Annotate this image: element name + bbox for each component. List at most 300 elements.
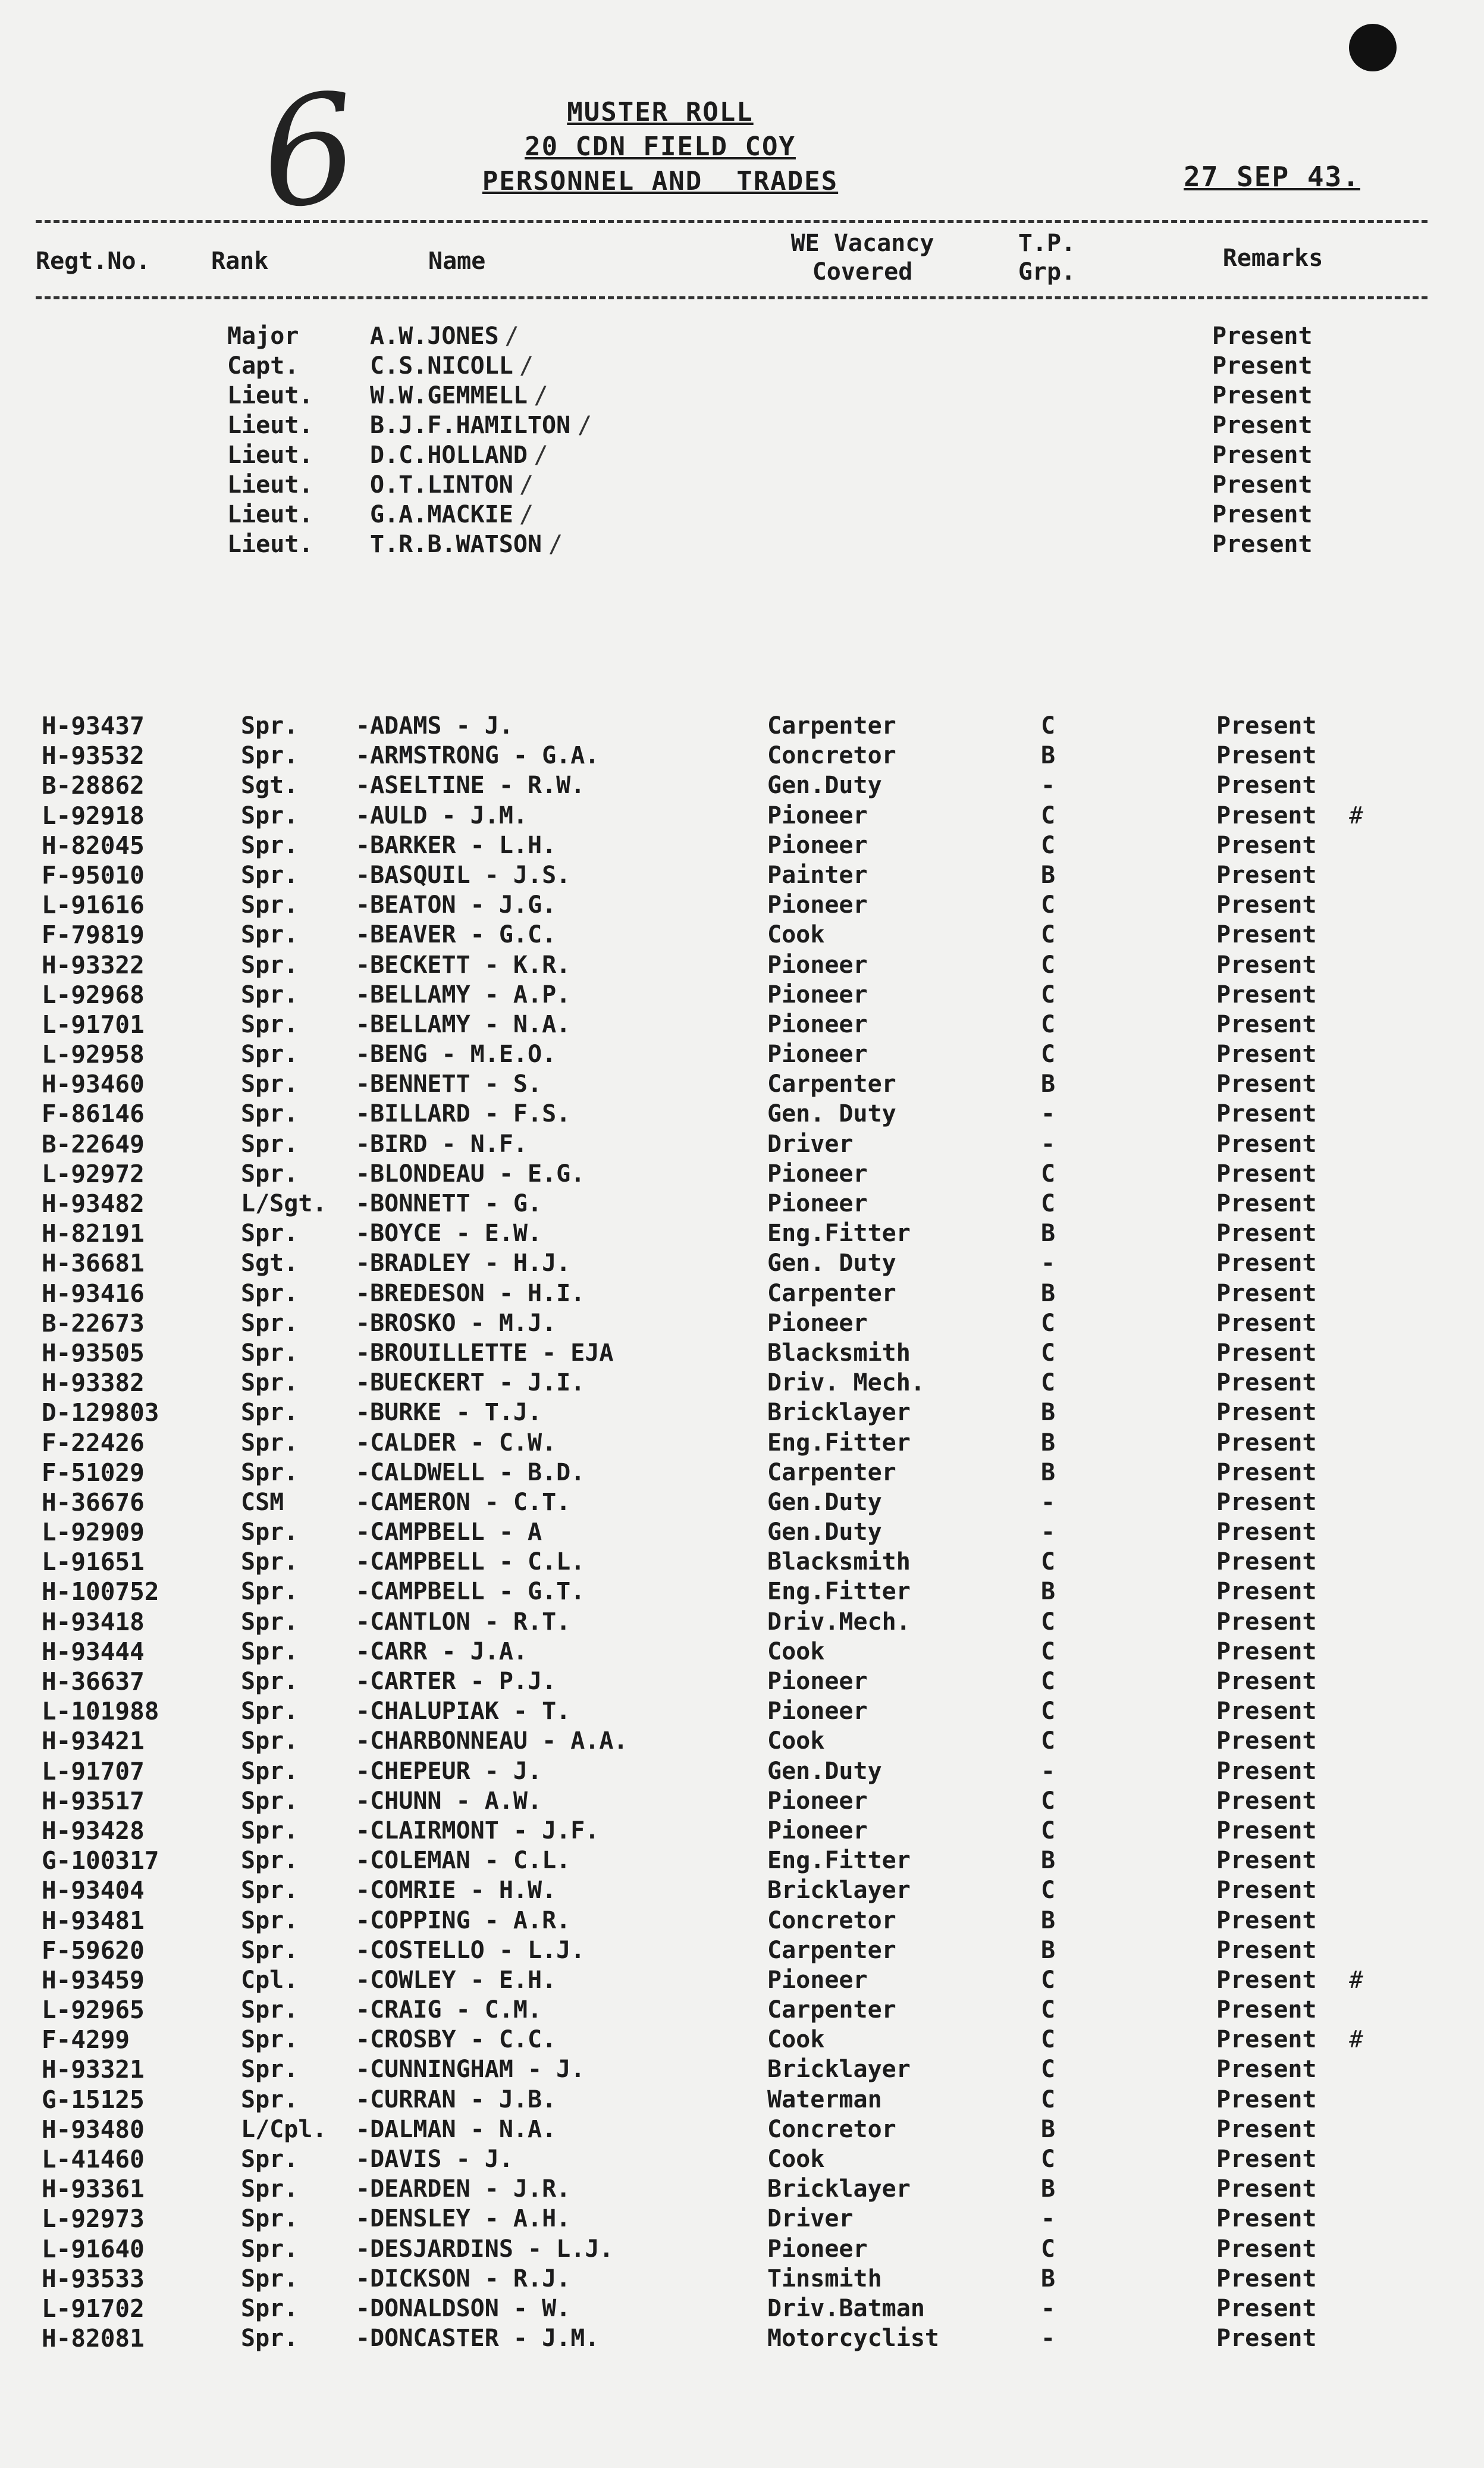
name-cell: -BENG - M.E.O. (356, 1041, 557, 1069)
remarks-cell: Present (1216, 1787, 1317, 1815)
personnel-row (0, 1069, 1484, 1099)
name-cell: -COSTELLO - L.J. (356, 1936, 585, 1964)
regt-no-cell: L-92965 (42, 1996, 145, 2025)
officer-name: T.R.B.WATSON (370, 531, 542, 558)
name-cell: -ADAMS - J. (356, 712, 513, 740)
rank-cell: Spr. (241, 2294, 299, 2322)
personnel-row (0, 1487, 1484, 1517)
name-cell: -BASQUIL - J.S. (356, 861, 571, 889)
remarks-mark: # (1349, 2026, 1364, 2054)
remarks-cell: Present (1216, 1458, 1317, 1486)
remarks-cell: Present (1216, 1966, 1317, 1994)
tp-grp-cell: - (1040, 2294, 1056, 2322)
we-vacancy-cell: Pioneer (767, 831, 868, 859)
rank-cell: Spr. (241, 1160, 299, 1188)
tp-grp-cell: C (1040, 1369, 1056, 1397)
name-cell: -BROSKO - M.J. (356, 1309, 557, 1337)
regt-no-cell: L-91651 (42, 1548, 145, 1577)
personnel-row (0, 711, 1484, 741)
officer-check-mark: / (548, 531, 563, 558)
regt-no-cell: H-93533 (42, 2264, 145, 2293)
personnel-row (0, 920, 1484, 950)
remarks-cell: Present (1216, 2115, 1317, 2143)
we-vacancy-cell: Carpenter (767, 1996, 896, 2024)
officer-row (0, 500, 1484, 530)
regt-no-cell: L-101988 (42, 1697, 159, 1726)
tp-grp-cell: C (1040, 801, 1056, 829)
document-subtitle: PERSONNEL AND TRADES (482, 166, 839, 196)
officer-row (0, 470, 1484, 500)
remarks-cell: Present (1216, 1727, 1317, 1755)
personnel-row (0, 801, 1484, 831)
tp-grp-cell: B (1040, 1399, 1056, 1427)
we-vacancy-cell: Pioneer (767, 1309, 868, 1337)
tp-grp-cell: C (1040, 981, 1056, 1009)
regt-no-cell: F-22426 (42, 1428, 145, 1457)
tp-grp-cell: - (1040, 2325, 1056, 2353)
tp-grp-cell: C (1040, 2235, 1056, 2263)
personnel-row (0, 1846, 1484, 1875)
personnel-row (0, 1039, 1484, 1069)
we-vacancy-cell: Gen. Duty (767, 1249, 896, 1277)
rank-cell: Spr. (241, 1518, 299, 1546)
tp-grp-cell: C (1040, 1697, 1056, 1725)
name-cell: -CAMERON - C.T. (356, 1488, 571, 1516)
regt-no-cell: H-93517 (42, 1786, 145, 1815)
tp-grp-cell: C (1040, 1339, 1056, 1367)
rank-cell: Sgt. (241, 772, 299, 800)
regt-no-cell: H-93532 (42, 741, 145, 771)
officer-remarks: Present (1212, 501, 1313, 528)
tp-grp-cell: B (1040, 1220, 1056, 1248)
tp-grp-cell: C (1040, 1727, 1056, 1755)
tp-grp-cell: - (1040, 2205, 1056, 2233)
remarks-cell: Present (1216, 801, 1317, 829)
unit-name: 20 CDN FIELD COY (525, 131, 796, 162)
name-cell: -BECKETT - K.R. (356, 951, 571, 979)
personnel-row (0, 2115, 1484, 2144)
personnel-row (0, 1667, 1484, 1696)
we-vacancy-cell: Eng.Fitter (767, 1220, 911, 1248)
remarks-cell: Present (1216, 1668, 1317, 1695)
regt-no-cell: F-79819 (42, 920, 145, 950)
personnel-row (0, 1875, 1484, 1905)
officer-remarks: Present (1212, 382, 1313, 409)
personnel-row (0, 2085, 1484, 2115)
remarks-cell: Present (1216, 1041, 1317, 1069)
tp-grp-cell: - (1040, 1100, 1056, 1128)
regt-no-cell: F-59620 (42, 1935, 145, 1965)
name-cell: -CURRAN - J.B. (356, 2085, 557, 2113)
dashed-rule-top (36, 220, 1427, 223)
officer-check-mark: / (578, 412, 592, 439)
tp-grp-cell: B (1040, 1936, 1056, 1964)
rank-cell: Spr. (241, 1070, 299, 1098)
rank-cell: Spr. (241, 951, 299, 979)
name-cell: -CRAIG - C.M. (356, 1996, 542, 2024)
personnel-row (0, 860, 1484, 890)
we-vacancy-cell: Carpenter (767, 712, 896, 740)
rank-cell: Spr. (241, 1279, 299, 1307)
remarks-cell: Present (1216, 2294, 1317, 2322)
rank-cell: Spr. (241, 742, 299, 770)
tp-grp-cell: B (1040, 1429, 1056, 1457)
we-vacancy-cell: Gen.Duty (767, 772, 882, 800)
officer-rank: Lieut. (227, 382, 313, 409)
we-vacancy-cell: Bricklayer (767, 1877, 911, 1905)
we-vacancy-cell: Pioneer (767, 1668, 868, 1695)
remarks-mark: # (1349, 1966, 1364, 1994)
remarks-cell: Present (1216, 1010, 1317, 1038)
rank-cell: Spr. (241, 2175, 299, 2203)
tp-grp-cell: C (1040, 1877, 1056, 1905)
remarks-cell: Present (1216, 2146, 1317, 2173)
regt-no-cell: L-41460 (42, 2145, 145, 2173)
regt-no-cell: B-22673 (42, 1308, 145, 1338)
we-vacancy-cell: Cook (767, 2146, 825, 2173)
personnel-row (0, 1995, 1484, 2025)
name-cell: -BARKER - L.H. (356, 831, 557, 859)
regt-no-cell: H-93460 (42, 1070, 145, 1099)
tp-grp-cell: C (1040, 921, 1056, 949)
rank-cell: Spr. (241, 1100, 299, 1128)
we-vacancy-cell: Cook (767, 921, 825, 949)
remarks-cell: Present (1216, 1936, 1317, 1964)
tp-grp-cell: C (1040, 1548, 1056, 1576)
rank-cell: Sgt. (241, 1249, 299, 1277)
regt-no-cell: L-91640 (42, 2234, 145, 2263)
personnel-row (0, 1935, 1484, 1965)
tp-grp-cell: B (1040, 861, 1056, 889)
we-vacancy-cell: Eng.Fitter (767, 1578, 911, 1606)
officer-remarks: Present (1212, 322, 1313, 350)
rank-cell: Spr. (241, 831, 299, 859)
rank-cell: Spr. (241, 1578, 299, 1606)
header-remarks: Remarks (1222, 245, 1323, 272)
tp-grp-cell: C (1040, 1637, 1056, 1665)
we-vacancy-cell: Carpenter (767, 1279, 896, 1307)
personnel-row (0, 1816, 1484, 1846)
handwritten-page-number: 6 (253, 60, 365, 243)
regt-no-cell: H-100752 (42, 1577, 159, 1606)
we-vacancy-cell: Gen. Duty (767, 1100, 896, 1128)
remarks-cell: Present (1216, 1518, 1317, 1546)
we-vacancy-cell: Pioneer (767, 891, 868, 919)
tp-grp-cell: C (1040, 1010, 1056, 1038)
we-vacancy-cell: Driver (767, 1130, 854, 1158)
name-cell: -CUNNINGHAM - J. (356, 2056, 585, 2084)
rank-cell: Spr. (241, 1399, 299, 1427)
personnel-row (0, 2144, 1484, 2174)
name-cell: -CROSBY - C.C. (356, 2026, 557, 2054)
regt-no-cell: H-93481 (42, 1906, 145, 1935)
tp-grp-cell: B (1040, 2115, 1056, 2143)
remarks-cell: Present (1216, 1249, 1317, 1277)
regt-no-cell: H-93321 (42, 2055, 145, 2084)
rank-cell: Spr. (241, 2265, 299, 2292)
personnel-row (0, 1786, 1484, 1816)
regt-no-cell: B-22649 (42, 1129, 145, 1158)
name-cell: -BLONDEAU - E.G. (356, 1160, 585, 1188)
officer-name: C.S.NICOLL (370, 352, 513, 380)
rank-cell: Spr. (241, 1906, 299, 1934)
regt-no-cell: H-93416 (42, 1279, 145, 1308)
personnel-row (0, 2054, 1484, 2084)
rank-cell: Spr. (241, 2026, 299, 2054)
personnel-row (0, 1219, 1484, 1248)
officer-row (0, 440, 1484, 470)
remarks-cell: Present (1216, 2205, 1317, 2233)
we-vacancy-cell: Pioneer (767, 951, 868, 979)
remarks-cell: Present (1216, 772, 1317, 800)
name-cell: -ASELTINE - R.W. (356, 772, 585, 800)
officer-check-mark: / (504, 322, 519, 350)
officer-remarks: Present (1212, 471, 1313, 499)
tp-grp-cell: C (1040, 1608, 1056, 1636)
officer-name: G.A.MACKIE (370, 501, 513, 528)
name-cell: -CLAIRMONT - J.F. (356, 1816, 600, 1844)
officer-name: D.C.HOLLAND (370, 441, 528, 469)
we-vacancy-cell: Tinsmith (767, 2265, 882, 2292)
we-vacancy-cell: Gen.Duty (767, 1518, 882, 1546)
rank-cell: Spr. (241, 801, 299, 829)
name-cell: -BILLARD - F.S. (356, 1100, 571, 1128)
name-cell: -BEAVER - G.C. (356, 921, 557, 949)
officer-remarks: Present (1212, 412, 1313, 439)
regt-no-cell: H-82191 (42, 1219, 145, 1248)
officer-rank: Major (227, 322, 299, 350)
remarks-cell: Present (1216, 831, 1317, 859)
we-vacancy-cell: Blacksmith (767, 1548, 911, 1576)
personnel-list (0, 711, 1484, 2353)
personnel-row (0, 741, 1484, 771)
remarks-cell: Present (1216, 861, 1317, 889)
remarks-cell: Present (1216, 2056, 1317, 2084)
personnel-row (0, 1308, 1484, 1338)
tp-grp-cell: - (1040, 1130, 1056, 1158)
remarks-cell: Present (1216, 1996, 1317, 2024)
name-cell: -BUECKERT - J.I. (356, 1369, 585, 1397)
remarks-cell: Present (1216, 712, 1317, 740)
remarks-cell: Present (1216, 2235, 1317, 2263)
remarks-cell: Present (1216, 1757, 1317, 1785)
personnel-row (0, 1517, 1484, 1547)
personnel-row (0, 1398, 1484, 1427)
regt-no-cell: H-93361 (42, 2175, 145, 2204)
regt-no-cell: L-92909 (42, 1518, 145, 1547)
personnel-row (0, 831, 1484, 860)
regt-no-cell: H-36637 (42, 1667, 145, 1696)
regt-no-cell: H-36676 (42, 1487, 145, 1517)
header-regt-no: Regt.No. (36, 248, 150, 275)
we-vacancy-cell: Driv.Mech. (767, 1608, 911, 1636)
remarks-cell: Present (1216, 1608, 1317, 1636)
personnel-row (0, 890, 1484, 920)
regt-no-cell: D-129803 (42, 1398, 159, 1427)
tp-grp-cell: C (1040, 1787, 1056, 1815)
rank-cell: Spr. (241, 2085, 299, 2113)
officer-row (0, 530, 1484, 559)
personnel-row (0, 980, 1484, 1010)
name-cell: -BONNETT - G. (356, 1190, 542, 1217)
tp-grp-cell: C (1040, 951, 1056, 979)
personnel-row (0, 1607, 1484, 1637)
rank-cell: Spr. (241, 981, 299, 1009)
personnel-row (0, 1696, 1484, 1726)
personnel-row (0, 1756, 1484, 1786)
rank-cell: L/Sgt. (241, 1190, 327, 1217)
remarks-cell: Present (1216, 1429, 1317, 1457)
we-vacancy-cell: Concretor (767, 742, 896, 770)
we-vacancy-cell: Cook (767, 2026, 825, 2054)
title-block (416, 95, 904, 199)
officer-rank: Capt. (227, 352, 299, 380)
officer-rank: Lieut. (227, 441, 313, 469)
we-vacancy-cell: Pioneer (767, 1966, 868, 1994)
rank-cell: Spr. (241, 891, 299, 919)
we-vacancy-cell: Carpenter (767, 1458, 896, 1486)
regt-no-cell: B-28862 (42, 771, 145, 800)
name-cell: -DICKSON - R.J. (356, 2265, 571, 2292)
rank-cell: Spr. (241, 1697, 299, 1725)
we-vacancy-cell: Driver (767, 2205, 854, 2233)
regt-no-cell: F-51029 (42, 1458, 145, 1487)
we-vacancy-cell: Pioneer (767, 981, 868, 1009)
tp-grp-cell: B (1040, 1279, 1056, 1307)
regt-no-cell: H-93404 (42, 1876, 145, 1905)
tp-grp-cell: C (1040, 891, 1056, 919)
regt-no-cell: H-93428 (42, 1816, 145, 1845)
personnel-row (0, 2264, 1484, 2294)
remarks-cell: Present (1216, 1578, 1317, 1606)
personnel-row (0, 2234, 1484, 2264)
officer-row (0, 321, 1484, 351)
dashed-rule-bottom (36, 296, 1427, 299)
rank-cell: Spr. (241, 861, 299, 889)
remarks-cell: Present (1216, 1130, 1317, 1158)
we-vacancy-cell: Pioneer (767, 1160, 868, 1188)
personnel-row (0, 1010, 1484, 1039)
name-cell: -CAMPBELL - C.L. (356, 1548, 585, 1576)
remarks-cell: Present (1216, 2026, 1317, 2054)
rank-cell: Spr. (241, 1996, 299, 2024)
tp-grp-cell: B (1040, 742, 1056, 770)
name-cell: -DALMAN - N.A. (356, 2115, 557, 2143)
rank-cell: Spr. (241, 1637, 299, 1665)
personnel-row (0, 1458, 1484, 1487)
document-title: MUSTER ROLL (567, 97, 754, 127)
document-date: 27 SEP 43. (1184, 161, 1360, 193)
remarks-cell: Present (1216, 1100, 1317, 1128)
rank-cell: Spr. (241, 2235, 299, 2263)
regt-no-cell: H-36681 (42, 1249, 145, 1278)
officer-remarks: Present (1212, 531, 1313, 558)
rank-cell: Spr. (241, 1220, 299, 1248)
regt-no-cell: F-86146 (42, 1100, 145, 1129)
personnel-row (0, 2174, 1484, 2204)
tp-grp-cell: B (1040, 1578, 1056, 1606)
personnel-row (0, 1965, 1484, 1995)
regt-no-cell: L-91616 (42, 891, 145, 920)
rank-cell: Spr. (241, 2205, 299, 2233)
name-cell: -ARMSTRONG - G.A. (356, 742, 600, 770)
rank-cell: Spr. (241, 2325, 299, 2353)
rank-cell: Spr. (241, 1727, 299, 1755)
name-cell: -BENNETT - S. (356, 1070, 542, 1098)
name-cell: -DEARDEN - J.R. (356, 2175, 571, 2203)
rank-cell: Spr. (241, 1847, 299, 1875)
name-cell: -CHUNN - A.W. (356, 1787, 542, 1815)
tp-grp-cell: - (1040, 772, 1056, 800)
rank-cell: Spr. (241, 1041, 299, 1069)
we-vacancy-cell: Blacksmith (767, 1339, 911, 1367)
tp-grp-cell: C (1040, 831, 1056, 859)
name-cell: -DESJARDINS - L.J. (356, 2235, 614, 2263)
personnel-row (0, 1577, 1484, 1606)
personnel-row (0, 2204, 1484, 2234)
name-cell: -BROUILLETTE - EJA (356, 1339, 614, 1367)
remarks-cell: Present (1216, 951, 1317, 979)
rank-cell: Spr. (241, 1787, 299, 1815)
tp-grp-cell: C (1040, 1309, 1056, 1337)
name-cell: -CALDWELL - B.D. (356, 1458, 585, 1486)
officer-check-mark: / (534, 441, 548, 469)
tp-grp-cell: C (1040, 1041, 1056, 1069)
officer-check-mark: / (519, 501, 534, 528)
rank-cell: Spr. (241, 1816, 299, 1844)
officer-name: O.T.LINTON (370, 471, 513, 499)
personnel-row (0, 1129, 1484, 1159)
name-cell: -DONALDSON - W. (356, 2294, 571, 2322)
name-cell: -CHARBONNEAU - A.A. (356, 1727, 628, 1755)
rank-cell: Spr. (241, 1429, 299, 1457)
personnel-row (0, 1547, 1484, 1577)
name-cell: -CANTLON - R.T. (356, 1608, 571, 1636)
remarks-cell: Present (1216, 1399, 1317, 1427)
we-vacancy-cell: Pioneer (767, 1010, 868, 1038)
officer-rank: Lieut. (227, 531, 313, 558)
remarks-cell: Present (1216, 1309, 1317, 1337)
regt-no-cell: F-95010 (42, 860, 145, 890)
regt-no-cell: H-82081 (42, 2324, 145, 2353)
rank-cell: Spr. (241, 2056, 299, 2084)
name-cell: -BELLAMY - A.P. (356, 981, 571, 1009)
we-vacancy-cell: Concretor (767, 2115, 896, 2143)
rank-cell: Spr. (241, 1608, 299, 1636)
rank-cell: Spr. (241, 1339, 299, 1367)
rank-cell: Cpl. (241, 1966, 299, 1994)
name-cell: -COMRIE - H.W. (356, 1877, 557, 1905)
remarks-cell: Present (1216, 981, 1317, 1009)
personnel-row (0, 2323, 1484, 2353)
rank-cell: CSM (241, 1488, 284, 1516)
remarks-cell: Present (1216, 1488, 1317, 1516)
we-vacancy-cell: Pioneer (767, 1041, 868, 1069)
officer-row (0, 411, 1484, 440)
officer-rank: Lieut. (227, 501, 313, 528)
officer-row (0, 351, 1484, 381)
rank-cell: L/Cpl. (241, 2115, 327, 2143)
regt-no-cell: L-92918 (42, 801, 145, 830)
we-vacancy-cell: Pioneer (767, 1697, 868, 1725)
name-cell: -BRADLEY - H.J. (356, 1249, 571, 1277)
personnel-row (0, 1906, 1484, 1935)
regt-no-cell: H-93482 (42, 1189, 145, 1218)
officers-list (0, 321, 1484, 559)
name-cell: -BEATON - J.G. (356, 891, 557, 919)
we-vacancy-cell: Pioneer (767, 2235, 868, 2263)
remarks-cell: Present (1216, 1877, 1317, 1905)
